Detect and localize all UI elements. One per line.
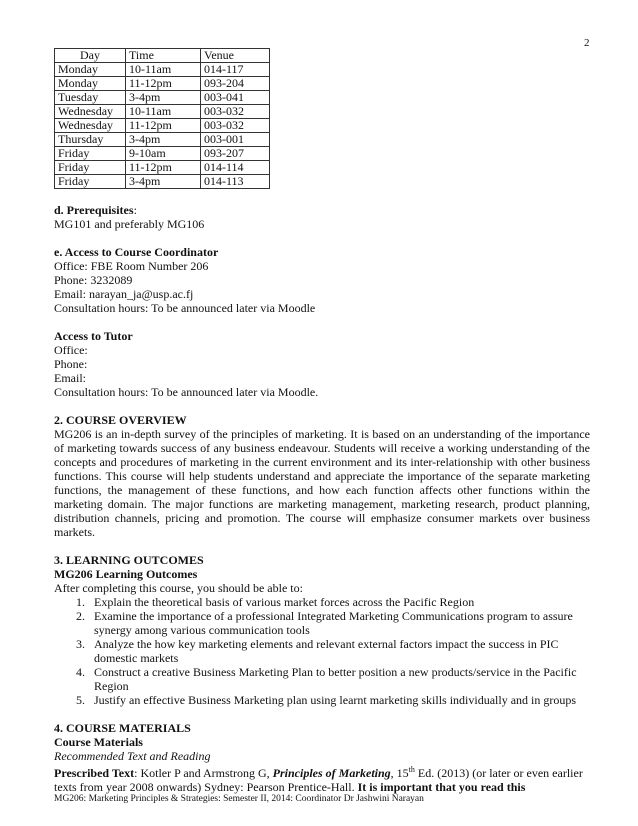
materials-subheading: Course Materials <box>54 735 143 749</box>
outcomes-subheading: MG206 Learning Outcomes <box>54 567 198 581</box>
schedule-header-venue: Venue <box>201 49 270 63</box>
important-note: It is important that you read this <box>357 780 526 794</box>
day-cell: Friday <box>55 175 126 189</box>
tutor-heading: Access to Tutor <box>54 329 133 343</box>
time-cell: 10-11am <box>126 63 201 77</box>
document-body <box>54 48 590 794</box>
table-row <box>55 119 270 133</box>
table-row <box>55 91 270 105</box>
table-row <box>55 147 270 161</box>
venue-cell: 014-117 <box>201 63 270 77</box>
coordinator-office: Office: FBE Room Number 206 <box>54 259 209 273</box>
materials-heading: 4. COURSE MATERIALS <box>54 721 191 735</box>
tutor-section <box>54 329 590 399</box>
materials-recommended: Recommended Text and Reading <box>54 749 211 763</box>
venue-cell: 093-207 <box>201 147 270 161</box>
page-number: 2 <box>584 37 590 49</box>
venue-cell: 003-032 <box>201 119 270 133</box>
prerequisites-text: MG101 and preferably MG106 <box>54 217 205 231</box>
table-row <box>55 63 270 77</box>
prescribed-pre: : Kotler P and Armstrong G, <box>134 766 273 780</box>
time-cell: 10-11am <box>126 105 201 119</box>
prerequisites-section <box>54 203 590 231</box>
outcomes-section <box>54 553 590 707</box>
time-cell: 3-4pm <box>126 175 201 189</box>
coordinator-consultation: Consultation hours: To be announced later via Moodle <box>54 301 316 315</box>
venue-cell: 093-204 <box>201 77 270 91</box>
tutor-consultation: Consultation hours: To be announced later via Moodle. <box>54 385 319 399</box>
day-cell: Monday <box>55 77 126 91</box>
time-cell: 11-12pm <box>126 161 201 175</box>
prescribed-post: Ed. (2013) (or later or even earlier texts from year 2008 onwards) Sydney: Pearson Prentice-Hall. <box>54 766 583 794</box>
list-item: 1. Explain the theoretical basis of various market forces across the Pacific Region <box>88 595 590 609</box>
table-row <box>55 77 270 91</box>
materials-section <box>54 721 590 794</box>
time-cell: 11-12pm <box>126 119 201 133</box>
schedule-header-row <box>55 49 270 63</box>
time-cell: 11-12pm <box>126 77 201 91</box>
venue-cell: 014-113 <box>201 175 270 189</box>
schedule-table <box>54 48 270 189</box>
day-cell: Thursday <box>55 133 126 147</box>
outcomes-heading: 3. LEARNING OUTCOMES <box>54 553 204 567</box>
tutor-email: Email: <box>54 371 86 385</box>
day-cell: Monday <box>55 63 126 77</box>
coordinator-section <box>54 245 590 315</box>
day-cell: Wednesday <box>55 105 126 119</box>
overview-section <box>54 413 590 539</box>
page-footer: MG206: Marketing Principles & Strategies: Semester II, 2014: Coordinator Dr Jashwini Narayan <box>54 794 424 804</box>
tutor-phone: Phone: <box>54 357 88 371</box>
schedule-header-time: Time <box>126 49 201 63</box>
prerequisites-colon: : <box>133 203 137 217</box>
coordinator-phone: Phone: 3232089 <box>54 273 133 287</box>
time-cell: 3-4pm <box>126 133 201 147</box>
schedule-body <box>55 63 270 189</box>
list-item: 3. Analyze the how key marketing elements and relevant external factors impact the success in PIC domestic markets <box>88 637 590 665</box>
venue-cell: 003-032 <box>201 105 270 119</box>
coordinator-email: Email: narayan_ja@usp.ac.fj <box>54 287 194 301</box>
prerequisites-heading: d. Prerequisites <box>54 203 134 217</box>
time-cell: 9-10am <box>126 147 201 161</box>
edition-sup: th <box>408 765 415 774</box>
materials-prescribed <box>54 763 590 794</box>
overview-text: MG206 is an in-depth survey of the principles of marketing. It is based on an understanding of the importance of marketing towards success of any business endeavour. Students will receive a working understanding of the concepts and procedures of marketing in the current environment and its inter-relationship with other business functions. This course will help students understand and appreciate the importance of the separate marketing functions, the management of these functions, and how each function affects other functions within the marketing domain. The major functions are marketing management, marketing research, product planning, distribution channels, pricing and promotion. The course will emphasize consumer markets over business markets. <box>54 427 590 539</box>
list-item: 5. Justify an effective Business Marketing plan using learnt marketing skills individually and in groups <box>88 693 590 707</box>
table-row <box>55 161 270 175</box>
day-cell: Tuesday <box>55 91 126 105</box>
prescribed-label: Prescribed Text <box>54 766 135 780</box>
table-row <box>55 175 270 189</box>
table-row <box>55 133 270 147</box>
outcomes-list <box>54 595 590 707</box>
book-title: Principles of Marketing <box>272 766 391 780</box>
venue-cell: 014-114 <box>201 161 270 175</box>
list-item: 2. Examine the importance of a professional Integrated Marketing Communications program to assure synergy among various communication tools <box>88 609 590 637</box>
table-row <box>55 105 270 119</box>
venue-cell: 003-041 <box>201 91 270 105</box>
outcomes-intro: After completing this course, you should be able to: <box>54 581 303 595</box>
schedule-header-day: Day <box>55 49 126 63</box>
overview-heading: 2. COURSE OVERVIEW <box>54 413 187 427</box>
day-cell: Friday <box>55 147 126 161</box>
coordinator-heading: e. Access to Course Coordinator <box>54 245 219 259</box>
day-cell: Friday <box>55 161 126 175</box>
tutor-office: Office: <box>54 343 88 357</box>
edition-pre: , 15 <box>390 766 409 780</box>
venue-cell: 003-001 <box>201 133 270 147</box>
day-cell: Wednesday <box>55 119 126 133</box>
time-cell: 3-4pm <box>126 91 201 105</box>
list-item: 4. Construct a creative Business Marketing Plan to better position a new products/service in the Pacific Region <box>88 665 590 693</box>
